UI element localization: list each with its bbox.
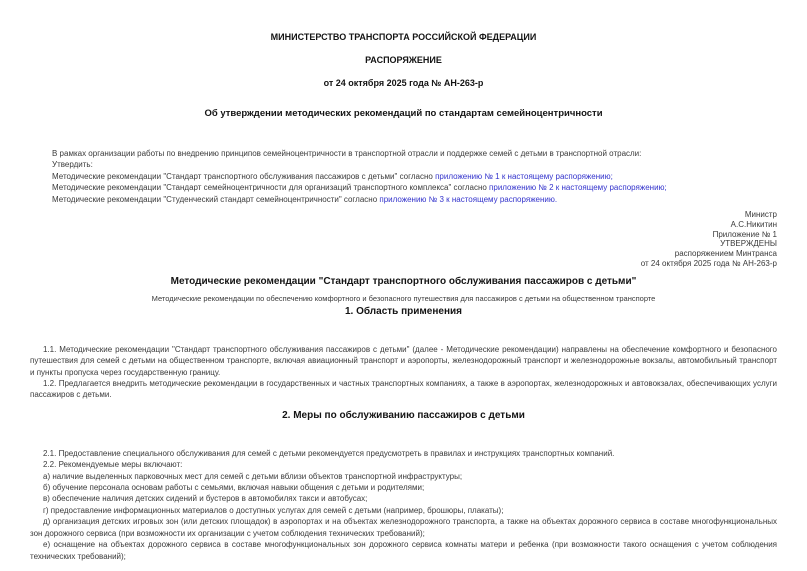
- signer-name: А.С.Никитин: [730, 219, 777, 229]
- approve-item-2: [52, 182, 777, 193]
- annex-title: Методические рекомендации "Стандарт транспортного обслуживания пассажиров с детьми": [170, 275, 637, 287]
- measure-item-e: е) оснащение на объектах дорожного сервиса в составе многофункциональных зон дорожного сервиса комнаты матери и ребенка (при возможности такого оснащения с учетом соблюдения технических требований);: [30, 540, 777, 561]
- paragraph-2-2: 2.2. Рекомендуемые меры включают:: [43, 460, 183, 470]
- paragraph-1-2: 1.2. Предлагается внедрить методические рекомендации в государственных и частных транспортных компаниях, а также в аэропортах, железнодорожных и автовокзалах, обеспечивающих услуги пассажиров с детьми.: [30, 379, 777, 400]
- document-subject: Об утверждении методических рекомендаций по стандартам семейноцентричности: [204, 108, 603, 119]
- preamble-approve-word: Утвердить:: [52, 160, 93, 170]
- preamble-intro: В рамках организации работы по внедрению принципов семейноцентричности в транспортной отрасли и поддержке семей с детьми в транспортной отрасли:: [52, 149, 642, 158]
- approve-item-1-text: Методические рекомендации "Стандарт транспортного обслуживания пассажиров с детьми" согласно: [52, 171, 436, 181]
- section-2-heading: 2. Меры по обслуживанию пассажиров с детьми: [282, 409, 525, 421]
- approve-item-3-text: Методические рекомендации "Студенческий стандарт семейноцентричности" согласно: [52, 194, 380, 204]
- measure-item-a: а) наличие выделенных парковочных мест для семей с детьми вблизи объектов транспортной инфраструктуры;: [43, 471, 463, 481]
- signer-title: Министр: [744, 210, 777, 220]
- approved-date-number: от 24 октября 2025 года № АН-263-р: [640, 259, 777, 269]
- measure-item-b: б) обучение персонала основам работы с семьями, включая навыки общения с детьми и родителями;: [43, 483, 425, 493]
- annex-2-link[interactable]: приложению № 2 к настоящему распоряжению;: [489, 183, 667, 193]
- approve-item-1: [52, 171, 777, 182]
- section-1-heading: 1. Область применения: [344, 305, 462, 317]
- annex-number: Приложение № 1: [712, 229, 777, 239]
- annex-1-link[interactable]: приложению № 1 к настоящему распоряжению;: [435, 171, 613, 181]
- preamble-block: [52, 148, 777, 205]
- document-type: РАСПОРЯЖЕНИЕ: [365, 55, 442, 65]
- approved-by: распоряжением Минтранса: [674, 249, 777, 259]
- document-date-number: от 24 октября 2025 года № АН-263-р: [323, 78, 484, 88]
- paragraph-2-1: 2.1. Предоставление специального обслуживания для семей с детьми рекомендуется предусмотреть в правилах и инструкциях транспортных компаний.: [43, 448, 615, 458]
- approve-item-3: [52, 194, 777, 205]
- approved-label: УТВЕРЖДЕНЫ: [720, 239, 777, 249]
- measure-item-g: г) предоставление информационных материалов о доступных услугах для семей с детьми (например, брошюры, плакаты);: [43, 505, 504, 515]
- measure-item-d: д) организация детских игровых зон (или детских площадок) в аэропортах и на объектах железнодорожного транспорта, а также на объектах дорожного сервиса в составе многофункциональных зон дорожного сервиса (при возможности их организации с учетом соблюдения технических требований);: [30, 517, 777, 538]
- annex-subtitle: Методические рекомендации по обеспечению комфортного и безопасного путешествия для пассажиров с детьми на общественном транспорте: [151, 293, 656, 303]
- annex-3-link[interactable]: приложению № 3 к настоящему распоряжению.: [379, 194, 558, 204]
- approve-item-2-text: Методические рекомендации "Стандарт семейноцентричности для организаций транспортного комплекса" согласно: [52, 183, 490, 193]
- signature-block: [30, 210, 777, 269]
- measure-item-v: в) обеспечение наличия детских сидений и бустеров в автомобилях такси и автобусах;: [43, 494, 368, 504]
- ministry-name: МИНИСТЕРСТВО ТРАНСПОРТА РОССИЙСКОЙ ФЕДЕРАЦИИ: [270, 32, 537, 42]
- paragraph-1-1: 1.1. Методические рекомендации "Стандарт транспортного обслуживания пассажиров с детьми" (далее - Методические рекомендации) направлены на обеспечение комфортного и безопасного путешествия для семей с детьми на общественном транспорте, включая авиационный транспорт и аэропорты, железнодорожный транспорт и железнодорожные вокзалы, автомобильный транспорт и пункты пропуска через государственную границу.: [30, 344, 777, 377]
